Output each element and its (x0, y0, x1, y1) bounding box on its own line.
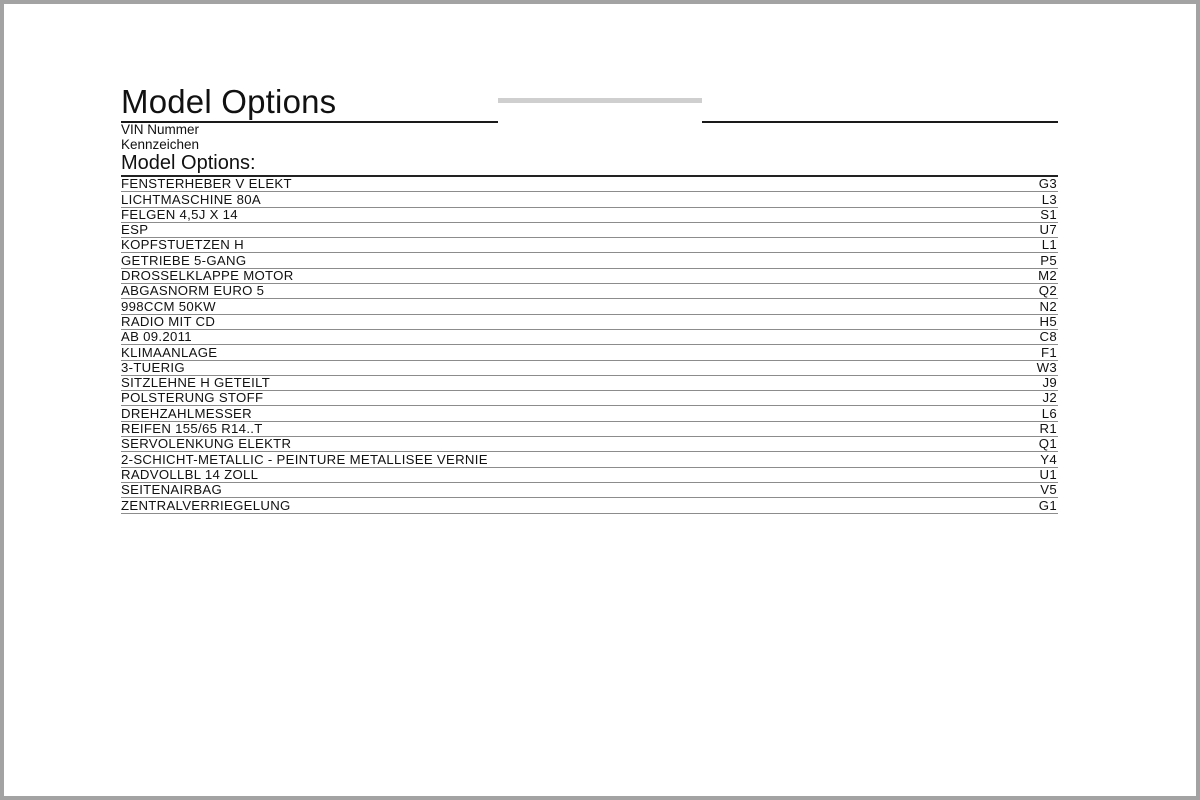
option-name: ZENTRALVERRIEGELUNG (121, 497, 291, 513)
option-row (121, 437, 1058, 452)
document-header (121, 80, 1058, 126)
option-row (121, 468, 1058, 483)
option-row (121, 177, 1058, 192)
option-code: Q2 (1038, 283, 1057, 299)
option-code: U1 (1039, 466, 1057, 482)
option-code: G3 (1038, 176, 1057, 192)
option-name: RADIO MIT CD (121, 313, 216, 329)
option-row (121, 498, 1058, 513)
option-code: S1 (1040, 206, 1057, 222)
option-code: W3 (1036, 359, 1057, 375)
option-row (121, 483, 1058, 498)
option-row (121, 345, 1058, 360)
option-code: F1 (1041, 344, 1057, 360)
option-name: FENSTERHEBER V ELEKT (121, 176, 292, 192)
option-code: J2 (1042, 390, 1057, 406)
option-row (121, 406, 1058, 421)
option-row (121, 315, 1058, 330)
option-code: Q1 (1038, 436, 1057, 452)
option-code: L6 (1041, 405, 1057, 421)
option-name: GETRIEBE 5-GANG (121, 252, 247, 268)
option-code: R1 (1039, 421, 1057, 437)
option-code: G1 (1038, 497, 1057, 513)
option-row (121, 253, 1058, 268)
option-name: SEITENAIRBAG (121, 482, 223, 498)
option-name: REIFEN 155/65 R14..T (121, 421, 263, 437)
plate-label: Kennzeichen (121, 137, 200, 152)
option-code: U7 (1039, 222, 1057, 238)
page-title: Model Options (121, 83, 337, 120)
option-name: ESP (121, 222, 149, 238)
option-code: H5 (1039, 313, 1057, 329)
option-row (121, 452, 1058, 467)
option-row (121, 391, 1058, 406)
options-list (121, 175, 1058, 514)
option-name: AB 09.2011 (121, 329, 192, 345)
option-row (121, 192, 1058, 207)
option-code: L1 (1041, 237, 1057, 253)
option-name: LICHTMASCHINE 80A (121, 191, 261, 207)
option-row (121, 223, 1058, 238)
option-code: L3 (1041, 191, 1057, 207)
option-row (121, 284, 1058, 299)
option-name: DROSSELKLAPPE MOTOR (121, 268, 294, 284)
option-row (121, 361, 1058, 376)
option-row (121, 376, 1058, 391)
option-name: POLSTERUNG STOFF (121, 390, 264, 406)
option-name: KOPFSTUETZEN H (121, 237, 244, 253)
header-rule-right (702, 121, 1058, 123)
option-name: 2-SCHICHT-METALLIC - PEINTURE METALLISEE VERNIE (121, 451, 488, 467)
option-row (121, 238, 1058, 253)
header-rule-gray-bar (498, 98, 702, 103)
option-row (121, 208, 1058, 223)
option-row (121, 269, 1058, 284)
option-name: ABGASNORM EURO 5 (121, 283, 265, 299)
option-name: RADVOLLBL 14 ZOLL (121, 466, 259, 482)
option-name: SERVOLENKUNG ELEKTR (121, 436, 292, 452)
option-code: Y4 (1040, 451, 1057, 467)
option-row (121, 299, 1058, 314)
option-name: 3-TUERIG (121, 359, 185, 375)
vehicle-meta (121, 122, 199, 152)
option-code: N2 (1039, 298, 1057, 314)
option-code: J9 (1042, 375, 1057, 391)
option-name: KLIMAANLAGE (121, 344, 218, 360)
option-name: SITZLEHNE H GETEILT (121, 375, 271, 391)
option-row (121, 422, 1058, 437)
vin-label: VIN Nummer (121, 122, 200, 137)
option-code: V5 (1040, 482, 1057, 498)
section-title: Model Options: (121, 152, 256, 174)
option-name: DREHZAHLMESSER (121, 405, 252, 421)
option-code: P5 (1040, 252, 1057, 268)
option-code: C8 (1039, 329, 1057, 345)
option-code: M2 (1038, 268, 1057, 284)
option-name: 998CCM 50KW (121, 298, 216, 314)
option-name: FELGEN 4,5J X 14 (121, 206, 238, 222)
option-row (121, 330, 1058, 345)
